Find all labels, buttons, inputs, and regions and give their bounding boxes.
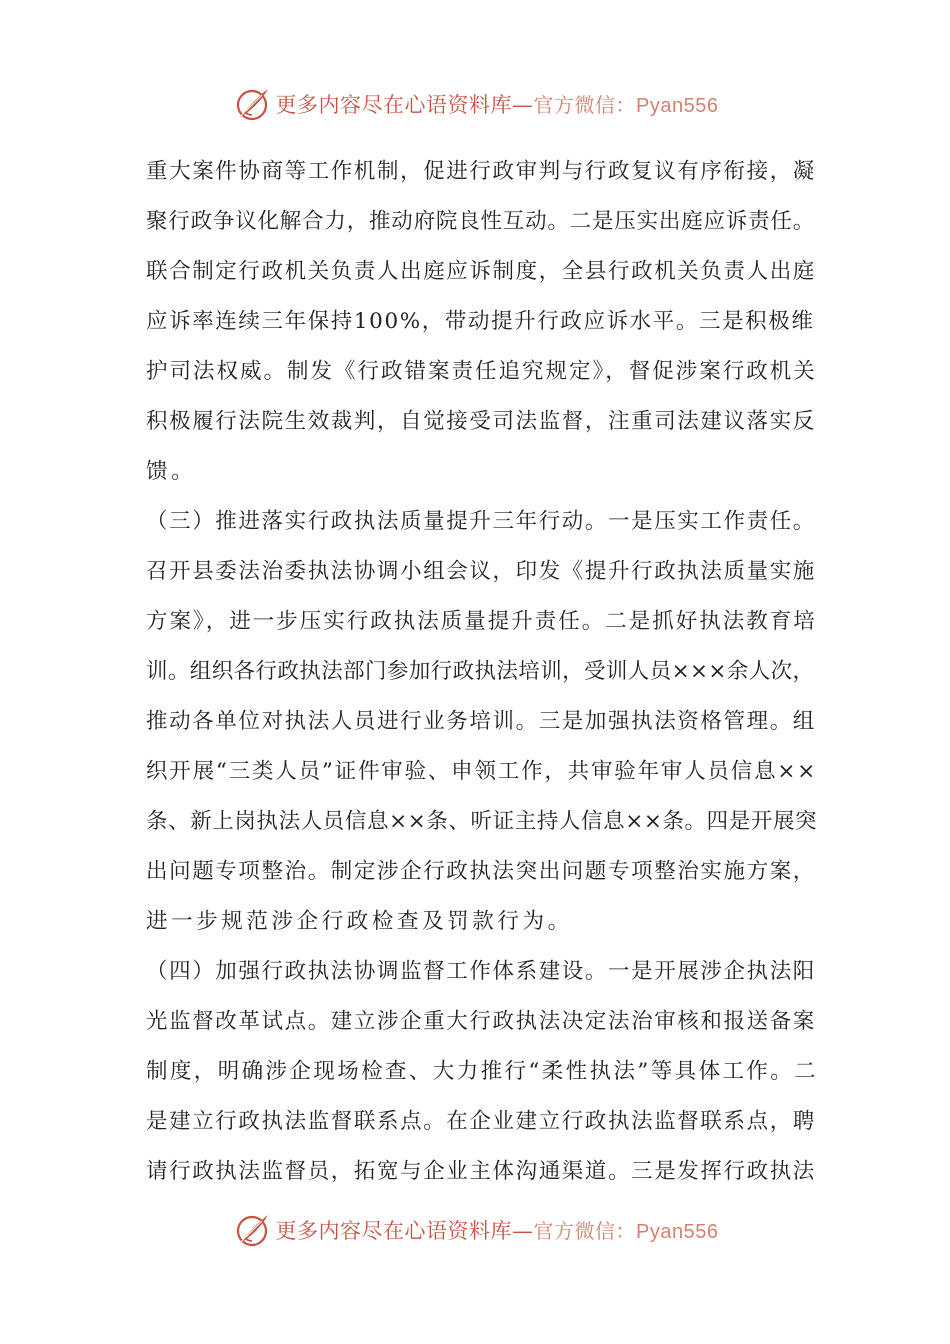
text-line: 方案》，进一步压实行政执法质量提升责任。二是抓好执法教育培	[146, 609, 817, 634]
section-heading-line: （四）加强行政执法协调监督工作体系建设。一是开展涉企执法阳	[146, 959, 816, 984]
text-line: 制度，明确涉企现场检查、大力推行“柔性执法”等具体工作。二	[146, 1059, 819, 1084]
text-line: 是建立行政执法监督联系点。在企业建立行政执法监督联系点，聘	[146, 1109, 816, 1134]
watermark-prefix: 更多内容尽在心语资料库	[275, 93, 513, 117]
watermark-separator: —	[512, 93, 534, 117]
document-body	[146, 147, 818, 1197]
quill-pen-logo-icon	[232, 1210, 272, 1250]
quill-pen-logo-icon	[232, 84, 272, 124]
text-line: 条、新上岗执法人员信息××条、听证主持人信息××条。四是开展突	[146, 809, 818, 834]
text-line: 馈。	[146, 459, 197, 484]
text-line: 聚行政争议化解合力，推动府院良性互动。二是压实出庭应诉责任。	[146, 209, 816, 234]
text-line: 重大案件协商等工作机制，促进行政审判与行政复议有序衔接，凝	[146, 159, 816, 184]
watermark-prefix: 更多内容尽在心语资料库	[275, 1219, 513, 1243]
watermark-text	[276, 89, 719, 119]
text-line: 出问题专项整治。制定涉企行政执法突出问题专项整治实施方案，	[146, 859, 816, 884]
text-line: 应诉率连续三年保持100%，带动提升行政应诉水平。三是积极维	[146, 309, 815, 334]
text-line: 推动各单位对执法人员进行业务培训。三是加强执法资格管理。组	[146, 709, 816, 734]
text-line: 积极履行法院生效裁判，自觉接受司法监督，注重司法建议落实反	[146, 409, 816, 434]
text-line: 护司法权威。制发《行政错案责任追究规定》，督促涉案行政机关	[146, 359, 817, 384]
text-line: 训。组织各行政执法部门参加行政执法培训，受训人员×××余人次，	[146, 659, 815, 684]
text-line: 进一步规范涉企行政检查及罚款行为。	[146, 909, 573, 934]
watermark-wechat: 官方微信：Pyan556	[533, 1221, 719, 1243]
header-watermark-banner	[0, 82, 950, 126]
text-line: 召开县委法治委执法协调小组会议，印发《提升行政执法质量实施	[146, 559, 816, 584]
text-line: 请行政执法监督员，拓宽与企业主体沟通渠道。三是发挥行政执法	[146, 1159, 816, 1184]
section-heading-line: （三）推进落实行政执法质量提升三年行动。一是压实工作责任。	[146, 509, 816, 534]
text-line: 联合制定行政机关负责人出庭应诉制度，全县行政机关负责人出庭	[146, 259, 816, 284]
watermark-wechat: 官方微信：Pyan556	[533, 95, 719, 117]
text-line: 光监督改革试点。建立涉企重大行政执法决定法治审核和报送备案	[146, 1009, 816, 1034]
footer-watermark-banner	[0, 1208, 950, 1252]
text-line: 织开展“三类人员”证件审验、申领工作，共审验年审人员信息××	[146, 759, 818, 784]
watermark-separator: —	[512, 1219, 534, 1243]
watermark-text	[276, 1215, 719, 1245]
